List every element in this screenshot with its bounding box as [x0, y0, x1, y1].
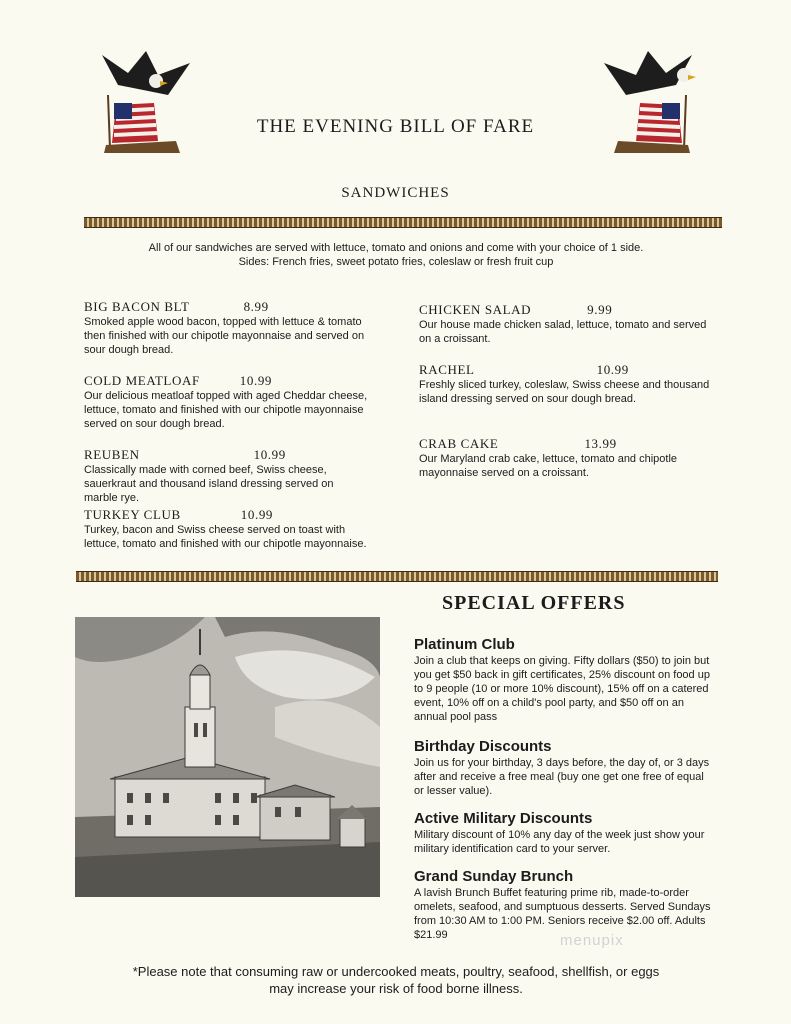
item-price: 8.99 — [243, 299, 269, 314]
item-description: Our Maryland crab cake, lettuce, tomato and chipotle mayonnaise served on a croissant. — [419, 453, 678, 479]
item-name: CRAB CAKE — [419, 436, 499, 451]
item-name: CHICKEN SALAD — [419, 302, 532, 317]
offer-item — [414, 737, 714, 798]
menu-item — [84, 508, 374, 551]
item-price: 10.99 — [253, 447, 286, 462]
divider-middle — [76, 571, 718, 582]
item-name: TURKEY CLUB — [84, 507, 181, 522]
watermark: menupix — [560, 932, 624, 949]
offer-description: Join us for your birthday, 3 days before, the day of, or 3 days after and receive a free meal (buy one get one free of equal or lesser value). — [414, 757, 710, 797]
item-price: 9.99 — [587, 302, 613, 317]
item-name: BIG BACON BLT — [84, 299, 190, 314]
item-description: Our house made chicken salad, lettuce, tomato and served on a croissant. — [419, 319, 707, 345]
menu-item — [419, 363, 719, 406]
eagle-flag-icon-right — [600, 45, 696, 155]
item-description: Turkey, bacon and Swiss cheese served on toast with lettuce, tomato and finished with our chipotle mayonnaise. — [84, 524, 367, 550]
offer-name: Active Military Discounts — [414, 810, 593, 827]
item-price: 10.99 — [240, 507, 274, 522]
intro-line: All of our sandwiches are served with lettuce, tomato and onions and come with your choice of 1 side. — [148, 242, 644, 254]
offer-name: Platinum Club — [414, 636, 515, 653]
item-price: 13.99 — [584, 436, 617, 451]
sandwich-intro — [80, 241, 712, 269]
note-line: *Please note that consuming raw or undercooked meats, poultry, seafood, shellfish, or eggs — [132, 964, 660, 979]
offer-description: Military discount of 10% any day of the week just show your military identification card to your server. — [414, 829, 705, 855]
eagle-flag-icon-left — [98, 45, 194, 155]
item-description: Classically made with corned beef, Swiss cheese, sauerkraut and thousand island dressing served on marble rye. — [84, 464, 334, 504]
menu-item — [84, 374, 374, 431]
section-title-sandwiches: SANDWICHES — [341, 185, 450, 201]
note-line: may increase your risk of food borne illness. — [269, 981, 523, 996]
divider-top — [84, 217, 722, 228]
menu-item — [419, 437, 689, 480]
offer-name: Birthday Discounts — [414, 738, 552, 755]
item-description: Our delicious meatloaf topped with aged Cheddar cheese, lettuce, tomato and finished with our chipotle mayonnaise served on sour dough bread. — [84, 390, 368, 430]
menu-item — [84, 448, 364, 505]
item-description: Freshly sliced turkey, coleslaw, Swiss cheese and thousand island dressing served on sour dough bread. — [419, 379, 710, 405]
offer-description: A lavish Brunch Buffet featuring prime rib, made-to-order omelets, seafood, and sumptuous desserts. Served Sundays from 10:30 AM to 1:00 PM. Seniors receive $2.00 off. Adults $21.99 — [414, 887, 711, 941]
menu-item — [84, 300, 384, 357]
item-name: RACHEL — [419, 362, 475, 377]
item-description: Smoked apple wood bacon, topped with lettuce & tomato then finished with our chipotle mayonnaise and served on sour dough bread. — [84, 316, 365, 356]
sides-line: Sides: French fries, sweet potato fries, coleslaw or fresh fruit cup — [238, 256, 554, 268]
offer-item — [414, 809, 714, 856]
offer-item — [414, 635, 714, 724]
offer-description: Join a club that keeps on giving. Fifty dollars ($50) to join but you get $50 back in gift certificates, 25% discount on food up to 9 people (10 or more 10% discount), 15% off on a catered event, 10% off on a child's pool party, and $50 off on an annual pool pass — [414, 655, 710, 723]
statehouse-engraving — [75, 617, 380, 897]
menu-item — [419, 303, 719, 346]
food-safety-note — [80, 963, 712, 997]
offer-item — [414, 867, 714, 942]
item-name: REUBEN — [84, 447, 140, 462]
item-name: COLD MEATLOAF — [84, 373, 200, 388]
menu-title: THE EVENING BILL OF FARE — [256, 116, 535, 137]
item-price: 10.99 — [596, 362, 629, 377]
offer-name: Grand Sunday Brunch — [414, 868, 574, 885]
special-offers-title: SPECIAL OFFERS — [442, 592, 626, 614]
item-price: 10.99 — [239, 373, 273, 388]
